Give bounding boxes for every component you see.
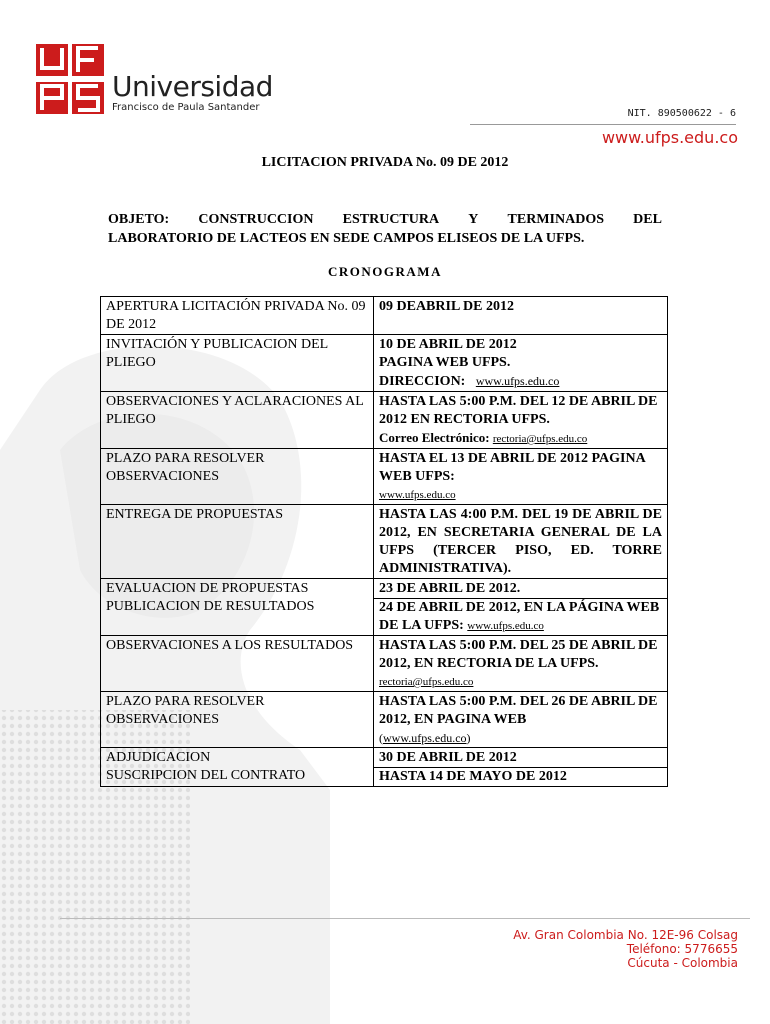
logo-name: Universidad xyxy=(112,70,273,103)
date-text: 23 DE ABRIL DE 2012. xyxy=(374,580,667,599)
activity-text: ADJUDICACION xyxy=(106,750,211,765)
website-link[interactable]: www.ufps.edu.co xyxy=(601,128,738,147)
footer-city: Cúcuta - Colombia xyxy=(627,956,738,970)
activity-cell xyxy=(101,748,374,787)
objeto-word: Y xyxy=(468,212,479,227)
activity-cell: PLAZO PARA RESOLVER OBSERVACIONES xyxy=(101,692,374,748)
activity-cell: APERTURA LICITACIÓN PRIVADA No. 09 DE 2012 xyxy=(101,297,374,335)
cronograma-title: CRONOGRAMA xyxy=(328,264,442,279)
date-label: Correo Electrónico: xyxy=(379,430,490,445)
web-link[interactable]: www.ufps.edu.co xyxy=(383,731,467,745)
objeto-line-2: LABORATORIO DE LACTEOS EN SEDE CAMPOS ELISEOS DE LA UFPS. xyxy=(108,231,585,246)
table-row xyxy=(101,297,668,335)
footer-address: Av. Gran Colombia No. 12E-96 Colsag xyxy=(513,928,738,942)
date-text: PAGINA WEB UFPS. xyxy=(379,355,511,370)
objeto-word: OBJETO: xyxy=(108,212,170,227)
activity-cell: PLAZO PARA RESOLVER OBSERVACIONES xyxy=(101,449,374,505)
date-text: 09 DEABRIL DE 2012 xyxy=(379,299,514,314)
activity-cell: OBSERVACIONES A LOS RESULTADOS xyxy=(101,636,374,692)
date-text: HASTA 14 DE MAYO DE 2012 xyxy=(379,769,567,784)
web-link[interactable]: www.ufps.edu.co xyxy=(467,620,544,632)
date-text: HASTA LAS 5:00 P.M. DEL 25 DE ABRIL DE 2012, EN RECTORIA DE LA UFPS. xyxy=(379,638,658,671)
date-text: 30 DE ABRIL DE 2012 xyxy=(374,749,667,768)
objeto-word: CONSTRUCCION xyxy=(198,212,314,227)
date-text: HASTA EL 13 DE ABRIL DE 2012 PAGINA WEB UFPS: xyxy=(379,451,645,484)
email-link[interactable]: rectoria@ufps.edu.co xyxy=(492,433,588,445)
activity-text: PUBLICACION DE RESULTADOS xyxy=(106,599,315,614)
date-cell xyxy=(374,335,668,392)
date-text: 24 DE ABRIL DE 2012, EN LA PÁGINA WEB DE LA UFPS: xyxy=(379,600,660,633)
date-cell xyxy=(374,748,668,787)
date-cell xyxy=(374,636,668,692)
objeto-word: TERMINADOS xyxy=(507,212,605,227)
web-link[interactable]: www.ufps.edu.co xyxy=(379,489,456,501)
table-row xyxy=(101,692,668,748)
date-text: 10 DE ABRIL DE 2012 xyxy=(379,337,517,352)
date-text: HASTA LAS 4:00 P.M. DEL 19 DE ABRIL DE 2012, EN SECRETARIA GENERAL DE LA UFPS (TERCER PISO, ED. TORRE ADMINISTRATIVA). xyxy=(379,507,662,576)
date-cell xyxy=(374,392,668,449)
date-cell: HASTA LAS 5:00 P.M. DEL 26 DE ABRIL DE 2012, EN PAGINA WEB (www.ufps.edu.co) xyxy=(374,692,668,748)
email-link[interactable]: rectoria@ufps.edu.co xyxy=(379,676,474,688)
activity-cell: INVITACIÓN Y PUBLICACION DEL PLIEGO xyxy=(101,335,374,392)
logo-text xyxy=(112,72,273,114)
footer-address-block xyxy=(513,928,738,970)
header-divider xyxy=(470,124,736,125)
objeto-line-1 xyxy=(108,210,662,229)
date-cell xyxy=(374,297,668,335)
schedule-table xyxy=(100,296,668,787)
date-text: HASTA LAS 5:00 P.M. DEL 12 DE ABRIL DE 2012 EN RECTORIA UFPS. xyxy=(379,394,658,427)
web-link[interactable]: www.ufps.edu.co xyxy=(475,374,560,388)
objeto-word: ESTRUCTURA xyxy=(342,212,440,227)
date-cell xyxy=(374,449,668,505)
footer-phone: Teléfono: 5776655 xyxy=(626,942,738,956)
date-cell xyxy=(374,505,668,579)
table-row xyxy=(101,449,668,505)
date-label: DIRECCION: xyxy=(379,374,466,389)
date-cell xyxy=(374,579,668,636)
objeto-paragraph xyxy=(108,210,662,248)
activity-text: SUSCRIPCION DEL CONTRATO xyxy=(106,768,306,783)
table-row xyxy=(101,335,668,392)
date-text: HASTA LAS 5:00 P.M. DEL 26 DE ABRIL DE 2012, EN PAGINA WEB xyxy=(379,694,658,727)
table-row xyxy=(101,748,668,787)
activity-cell: ENTREGA DE PROPUESTAS xyxy=(101,505,374,579)
table-row xyxy=(101,579,668,636)
table-row xyxy=(101,636,668,692)
footer-divider xyxy=(60,918,750,919)
activity-text: EVALUACION DE PROPUESTAS xyxy=(106,581,309,596)
logo-subtitle: Francisco de Paula Santander xyxy=(112,102,260,113)
nit-number: NIT. 890500622 - 6 xyxy=(627,108,736,119)
table-row xyxy=(101,505,668,579)
document-title: LICITACION PRIVADA No. 09 DE 2012 xyxy=(261,155,509,170)
activity-cell xyxy=(101,579,374,636)
activity-cell: OBSERVACIONES Y ACLARACIONES AL PLIEGO xyxy=(101,392,374,449)
objeto-word: DEL xyxy=(633,212,662,227)
table-row xyxy=(101,392,668,449)
